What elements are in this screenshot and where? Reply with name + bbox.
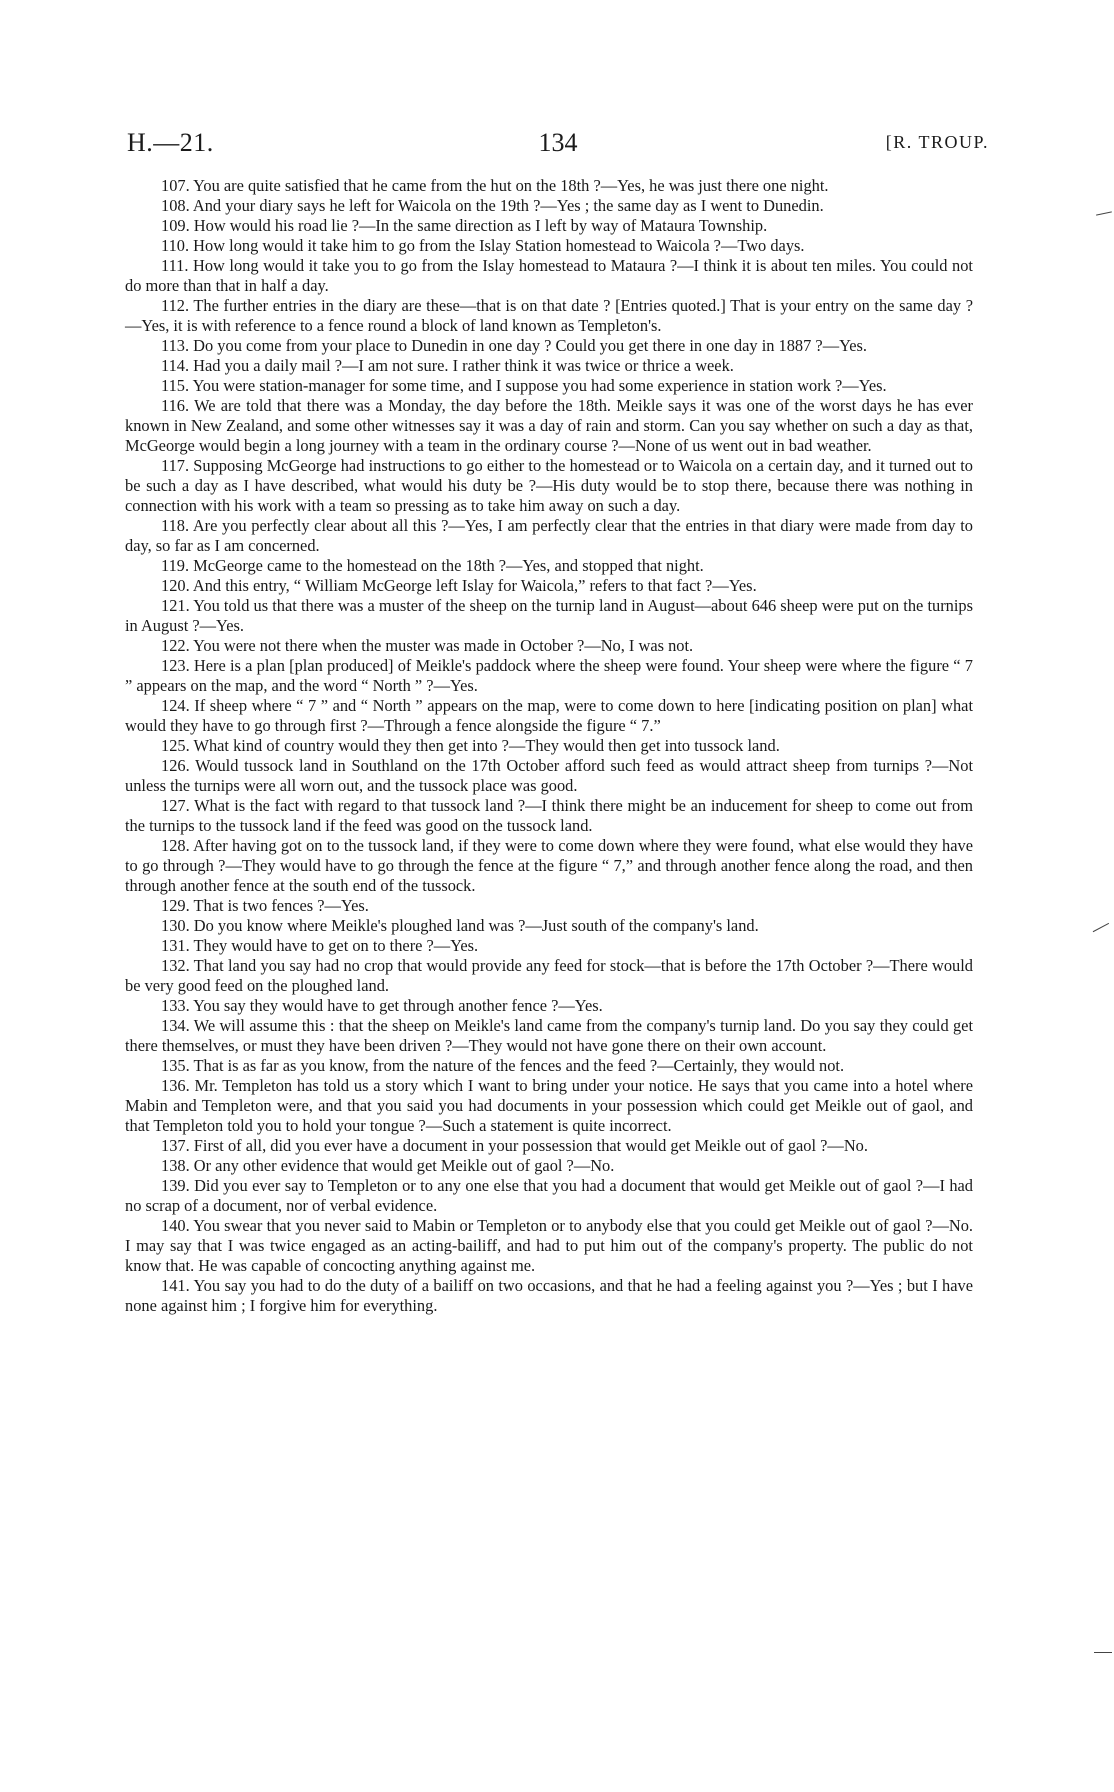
question-answer-paragraph [125, 236, 973, 256]
question-answer-paragraph [125, 176, 973, 196]
paragraph-text: 136. Mr. Templeton has told us a story which I want to bring under your notice. He says that you came into a hotel where Mabin and Templeton were, and that you said you had documents in your possession which could get Meikle out of gaol, and that Templeton told you to hold your tongue ?—Such a statement is quite incorrect. [125, 1076, 973, 1135]
paragraph-text: 115. You were station-manager for some time, and I suppose you had some experience in station work ?—Yes. [161, 376, 887, 395]
paragraph-text: 118. Are you perfectly clear about all this ?—Yes, I am perfectly clear that the entries in that diary were made from day to day, so far as I am concerned. [125, 516, 973, 555]
question-answer-paragraph [125, 1056, 973, 1076]
question-answer-paragraph [125, 1156, 973, 1176]
question-answer-paragraph [125, 896, 973, 916]
paragraph-text: 117. Supposing McGeorge had instructions to go either to the homestead or to Waicola on a certain day, and it turned out to be such a day as I have described, what would his duty be ?—His duty would be to stop there, because there was nothing in connection with his work with a team so pressing as to take him away on such a day. [125, 456, 973, 515]
paragraph-text: 131. They would have to get on to there ?—Yes. [161, 936, 479, 955]
paragraph-text: 141. You say you had to do the duty of a bailiff on two occasions, and that he had a feeling against you ?—Yes ; but I have none against him ; I forgive him for everything. [125, 1276, 973, 1315]
witness-name: [R. TROUP. [885, 132, 989, 152]
paragraph-text: 119. McGeorge came to the homestead on the 18th ?—Yes, and stopped that night. [161, 556, 704, 575]
paragraph-text: 111. How long would it take you to go from the Islay homestead to Mataura ?—I think it is about ten miles. You could not do more than that in half a day. [125, 256, 973, 295]
question-answer-paragraph [125, 376, 973, 396]
question-answer-paragraph [125, 336, 973, 356]
document-reference: H.—21. [127, 128, 214, 157]
question-answer-paragraph [125, 556, 973, 576]
paragraph-text: 116. We are told that there was a Monday, the day before the 18th. Meikle says it was one of the worst days he has ever known in New Zealand, and some other witnesses say it was a day of rain and storm. Can you say whether on such a day as that, McGeorge would begin a long journey with a team in the ordinary course ?—None of us went out in bad weather. [125, 396, 973, 455]
question-answer-paragraph [125, 356, 973, 376]
question-answer-paragraph [125, 656, 973, 696]
question-answer-paragraph [125, 596, 973, 636]
question-answer-paragraph [125, 836, 973, 896]
paragraph-text: 126. Would tussock land in Southland on the 17th October afford such feed as would attract sheep from turnips ?—Not unless the turnips were all worn out, and the tussock place was good. [125, 756, 973, 795]
paragraph-text: 138. Or any other evidence that would get Meikle out of gaol ?—No. [161, 1156, 615, 1175]
question-answer-paragraph [125, 456, 973, 516]
paragraph-text: 128. After having got on to the tussock land, if they were to come down where they were found, what else would they have to go through ?—They would have to go through the fence at the figure “ 7,” and through another fence along the road, and then through another fence at the south end of the tussock. [125, 836, 973, 895]
question-answer-paragraph [125, 696, 973, 736]
question-answer-paragraph [125, 1136, 973, 1156]
question-answer-paragraph [125, 996, 973, 1016]
paragraph-text: 112. The further entries in the diary are these—that is on that date ? [Entries quoted.] That is your entry on the same day ?—Yes, it is with reference to a fence round a block of land known as Templeton's. [125, 296, 973, 335]
paragraph-text: 125. What kind of country would they then get into ?—They would then get into tussock land. [161, 736, 780, 755]
paragraph-text: 110. How long would it take him to go from the Islay Station homestead to Waicola ?—Two days. [161, 236, 805, 255]
margin-mark [1096, 211, 1112, 216]
paragraph-text: 114. Had you a daily mail ?—I am not sure. I rather think it was twice or thrice a week. [161, 356, 734, 375]
paragraph-text: 133. You say they would have to get through another fence ?—Yes. [161, 996, 603, 1015]
paragraph-text: 135. That is as far as you know, from the nature of the fences and the feed ?—Certainly, they would not. [161, 1056, 845, 1075]
margin-mark [1094, 1652, 1112, 1653]
page-number: 134 [538, 128, 578, 157]
paragraph-text: 113. Do you come from your place to Dunedin in one day ? Could you get there in one day in 1887 ?—Yes. [161, 336, 868, 355]
question-answer-paragraph [125, 516, 973, 556]
question-answer-paragraph [125, 956, 973, 996]
question-answer-paragraph [125, 636, 973, 656]
question-answer-paragraph [125, 936, 973, 956]
paragraph-text: 121. You told us that there was a muster of the sheep on the turnip land in August—about 646 sheep were put on the turnips in August ?—Yes. [125, 596, 973, 635]
question-answer-paragraph [125, 196, 973, 216]
question-answer-paragraph [125, 1076, 973, 1136]
margin-mark [1093, 923, 1110, 933]
paragraph-text: 123. Here is a plan [plan produced] of Meikle's paddock where the sheep were found. Your sheep were where the figure “ 7 ” appears on the map, and the word “ North ” ?—Yes. [125, 656, 973, 695]
question-answer-paragraph [125, 796, 973, 836]
question-answer-paragraph [125, 1016, 973, 1056]
question-answer-paragraph [125, 1276, 973, 1316]
paragraph-text: 129. That is two fences ?—Yes. [161, 896, 369, 915]
question-answer-paragraph [125, 1176, 973, 1216]
paragraph-text: 134. We will assume this : that the sheep on Meikle's land came from the company's turnip land. Do you say they could get there themselves, or must they have been driven ?—They would not have gone there on their own account. [125, 1016, 973, 1055]
question-answer-paragraph [125, 576, 973, 596]
paragraph-text: 120. And this entry, “ William McGeorge left Islay for Waicola,” refers to that fact ?—Yes. [161, 576, 757, 595]
paragraph-text: 107. You are quite satisfied that he came from the hut on the 18th ?—Yes, he was just there one night. [161, 176, 829, 195]
paragraph-text: 127. What is the fact with regard to that tussock land ?—I think there might be an inducement for sheep to come out from the turnips to the tussock land if the feed was good on the tussock land. [125, 796, 973, 835]
question-answer-paragraph [125, 736, 973, 756]
paragraph-text: 130. Do you know where Meikle's ploughed land was ?—Just south of the company's land. [161, 916, 759, 935]
question-answer-paragraph [125, 216, 973, 236]
question-answer-paragraph [125, 756, 973, 796]
page-header [127, 128, 989, 162]
paragraph-text: 108. And your diary says he left for Waicola on the 19th ?—Yes ; the same day as I went to Dunedin. [161, 196, 824, 215]
paragraph-text: 140. You swear that you never said to Mabin or Templeton or to anybody else that you could get Meikle out of gaol ?—No. I may say that I was twice engaged as an acting-bailiff, and had to put him out of the company's property. The public do not know that. He was capable of concocting anything against me. [125, 1216, 973, 1275]
paragraph-text: 122. You were not there when the muster was made in October ?—No, I was not. [161, 636, 694, 655]
paragraph-text: 137. First of all, did you ever have a document in your possession that would get Meikle out of gaol ?—No. [161, 1136, 868, 1155]
question-answer-paragraph [125, 296, 973, 336]
paragraph-text: 109. How would his road lie ?—In the same direction as I left by way of Mataura Township. [161, 216, 768, 235]
paragraph-text: 132. That land you say had no crop that would provide any feed for stock—that is before the 17th October ?—There would be very good feed on the ploughed land. [125, 956, 973, 995]
testimony-body [125, 176, 973, 1316]
paragraph-text: 139. Did you ever say to Templeton or to any one else that you had a document that would get Meikle out of gaol ?—I had no scrap of a document, nor of verbal evidence. [125, 1176, 973, 1215]
question-answer-paragraph [125, 256, 973, 296]
paragraph-text: 124. If sheep where “ 7 ” and “ North ” appears on the map, were to come down to here [indicating position on plan] what would they have to go through first ?—Through a fence alongside the figure “ 7.” [125, 696, 973, 735]
question-answer-paragraph [125, 916, 973, 936]
question-answer-paragraph [125, 396, 973, 456]
question-answer-paragraph [125, 1216, 973, 1276]
